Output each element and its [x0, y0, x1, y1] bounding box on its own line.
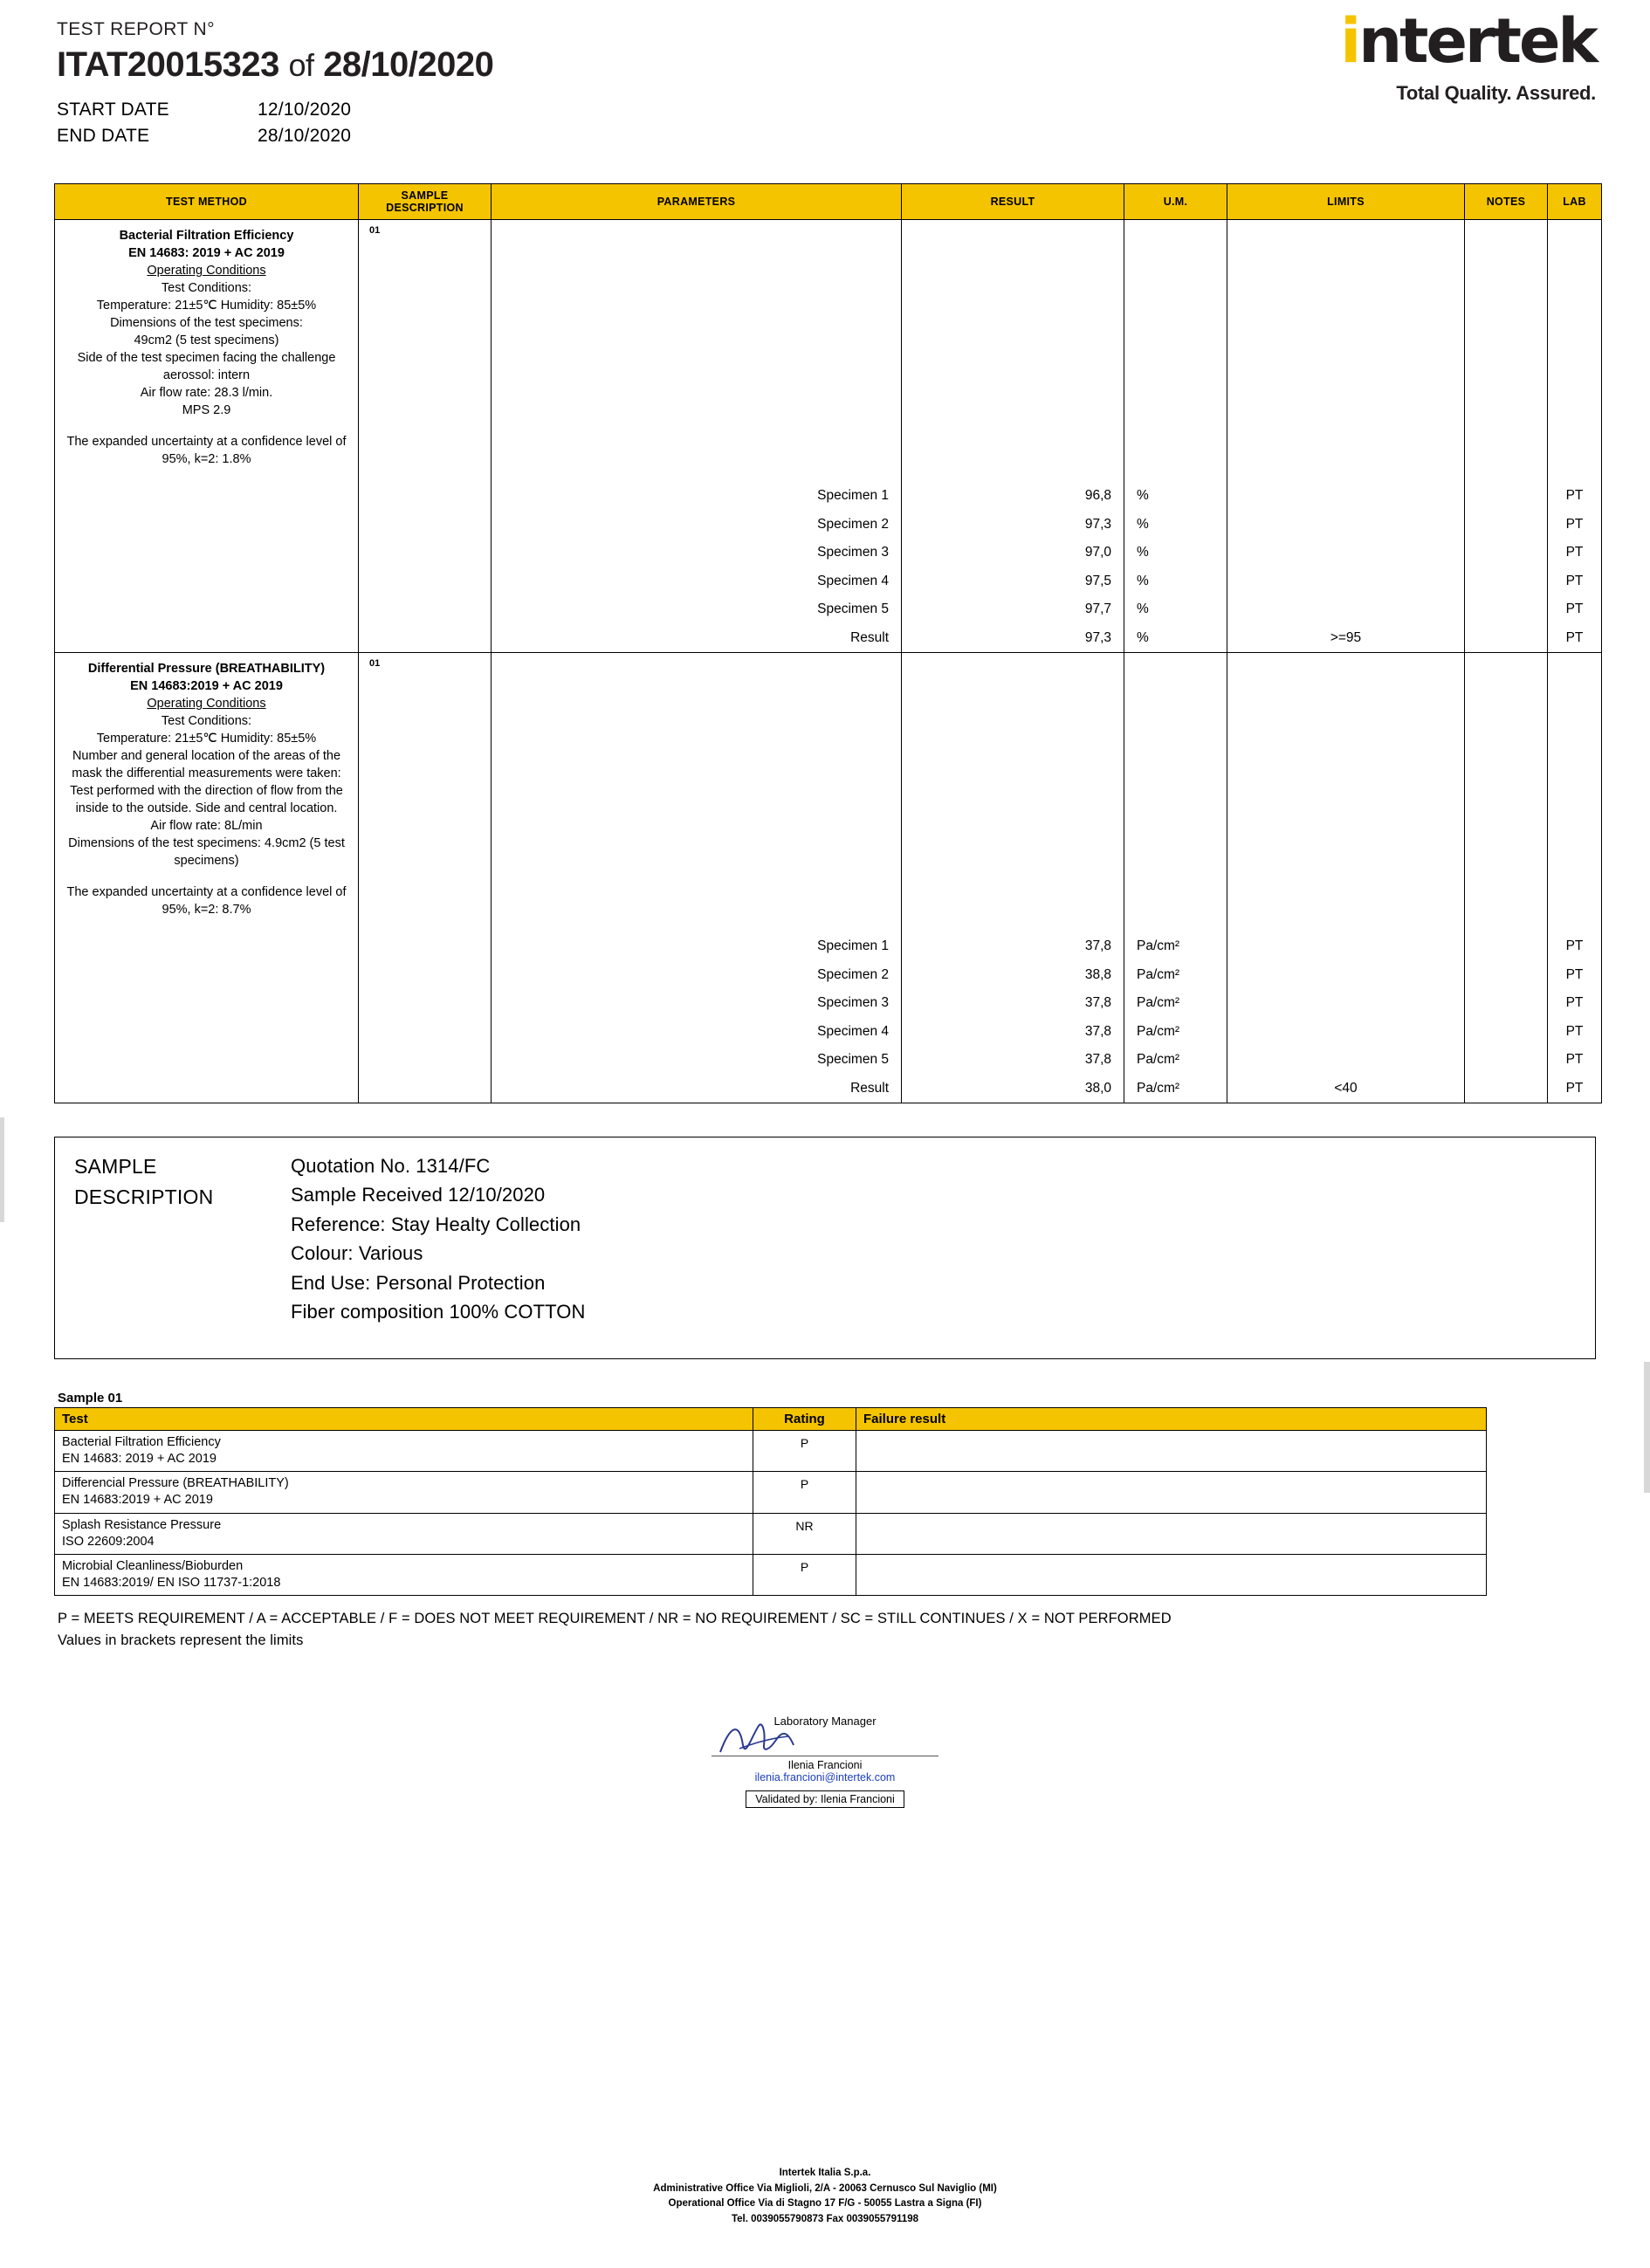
- limits-spacer: [1227, 653, 1464, 932]
- notes-cell-bfe: [1465, 220, 1548, 653]
- method-temp-humidity: Temperature: 21±5℃ Humidity: 85±5%: [96, 299, 317, 313]
- list-item: <40: [1334, 1080, 1358, 1096]
- report-date: 28/10/2020: [323, 45, 494, 84]
- sample-reference: Reference: Stay Healty Collection: [291, 1213, 581, 1235]
- list-item: 97,5: [1084, 573, 1111, 588]
- scan-edge-artifact: [1644, 1362, 1650, 1493]
- list-item: [1227, 567, 1464, 596]
- lab-spacer: [1548, 653, 1601, 932]
- list-item: [1227, 989, 1464, 1018]
- list-item: PT: [1565, 966, 1584, 982]
- list-item: 37,8: [1084, 995, 1111, 1010]
- brand-name-text: intertek: [1340, 5, 1596, 77]
- sample-description-label: [55, 1151, 291, 1337]
- results-table: [54, 183, 1602, 1103]
- parameters-spacer: [492, 220, 901, 482]
- method-air-flow: Air flow rate: 8L/min: [150, 819, 263, 833]
- result-spacer: [902, 653, 1124, 932]
- sample-description-details: [291, 1151, 586, 1337]
- rating-section: [54, 1391, 1596, 1652]
- um-spacer: [1124, 220, 1227, 482]
- rating-sample-title: Sample 01: [58, 1391, 123, 1405]
- list-item: 38,0: [1084, 1080, 1111, 1096]
- th-notes: NOTES: [1465, 184, 1548, 220]
- list-item: 97,3: [1084, 629, 1111, 645]
- list-item: [1227, 595, 1464, 624]
- list-item: PT: [1565, 1080, 1584, 1096]
- signature-title: Laboratory Manager: [773, 1714, 877, 1728]
- sample-description-label-line2: DESCRIPTION: [74, 1185, 214, 1208]
- table-row: [55, 1554, 1487, 1595]
- table-row: [55, 1513, 1487, 1554]
- method-cell-bfe: [55, 220, 359, 653]
- sample-fiber-composition: Fiber composition 100% COTTON: [291, 1301, 586, 1323]
- sample-number: 01: [369, 658, 381, 669]
- rating-test-cell: [55, 1513, 753, 1554]
- report-header: [0, 0, 1650, 183]
- lab-list-bfe: [1548, 482, 1601, 652]
- list-item: [1227, 932, 1464, 961]
- limits-list-bfe: [1227, 482, 1464, 652]
- list-item: PT: [1565, 938, 1584, 953]
- list-item: %: [1137, 488, 1149, 503]
- parameters-cell-bfe: [492, 220, 902, 653]
- list-item: PT: [1565, 629, 1584, 645]
- parameter-list-dp: [492, 932, 901, 1103]
- signature-email[interactable]: ilenia.francioni@intertek.com: [754, 1770, 896, 1783]
- brand-tagline: Total Quality. Assured.: [1396, 82, 1596, 104]
- list-item: Specimen 3: [817, 995, 889, 1010]
- list-item: Pa/cm²: [1137, 1023, 1180, 1039]
- limits-cell-bfe: [1227, 220, 1465, 653]
- end-date-row: [57, 123, 1598, 149]
- th-lab: LAB: [1548, 184, 1602, 220]
- list-item: >=95: [1330, 629, 1362, 645]
- lab-cell-bfe: [1548, 220, 1602, 653]
- list-item: PT: [1565, 516, 1584, 532]
- report-label: TEST REPORT N°: [57, 19, 215, 39]
- um-cell-dp: [1124, 653, 1227, 1103]
- scan-edge-artifact-left: [0, 1117, 4, 1222]
- notes-cell-dp: [1465, 653, 1548, 1103]
- rating-test-cell: [55, 1472, 753, 1513]
- list-item: Result: [850, 629, 889, 645]
- list-item: PT: [1565, 488, 1584, 503]
- rating-failure: [856, 1472, 1487, 1513]
- rating-test-name: Splash Resistance Pressure: [62, 1517, 222, 1532]
- rating-test-name: Differencial Pressure (BREATHABILITY): [62, 1476, 289, 1491]
- signature-name: Ilenia Francioni: [787, 1758, 863, 1771]
- rating-value: NR: [753, 1513, 856, 1554]
- limits-list-dp: [1227, 932, 1464, 1103]
- rating-test-cell: [55, 1554, 753, 1595]
- rating-test-cell: [55, 1431, 753, 1472]
- table-row: [55, 653, 1602, 1103]
- list-item: [1227, 482, 1464, 511]
- list-item: PT: [1565, 545, 1584, 560]
- list-item: Specimen 3: [817, 545, 889, 560]
- list-item: PT: [1565, 573, 1584, 588]
- lab-list-dp: [1548, 932, 1601, 1103]
- rating-header-row: [55, 1408, 1487, 1431]
- legend-line-1: P = MEETS REQUIREMENT / A = ACCEPTABLE / F = DOES NOT MEET REQUIREMENT / NR = NO REQUIREMENT / SC = STILL CONTINUES / X = NOT PERFORMED: [58, 1611, 1172, 1626]
- th-limits: LIMITS: [1227, 184, 1465, 220]
- list-item: 97,3: [1084, 516, 1111, 532]
- signature-scribble: [677, 1726, 973, 1756]
- method-uncertainty: The expanded uncertainty at a confidence level of 95%, k=2: 8.7%: [66, 885, 347, 917]
- lab-spacer: [1548, 220, 1601, 482]
- results-table-wrapper: [0, 183, 1650, 1103]
- um-list-bfe: [1124, 482, 1227, 652]
- table-row: [55, 1431, 1487, 1472]
- list-item: Specimen 4: [817, 573, 889, 588]
- parameters-spacer: [492, 653, 901, 932]
- rating-test-name: Microbial Cleanliness/Bioburden: [62, 1558, 244, 1573]
- method-test-conditions: Test Conditions:: [161, 281, 252, 295]
- list-item: 37,8: [1084, 938, 1111, 953]
- list-item: [1227, 511, 1464, 540]
- list-item: [1227, 539, 1464, 567]
- lab-cell-dp: [1548, 653, 1602, 1103]
- um-spacer: [1124, 653, 1227, 932]
- um-cell-bfe: [1124, 220, 1227, 653]
- signature-block: [677, 1715, 973, 1808]
- list-item: %: [1137, 629, 1149, 645]
- start-date-label: START DATE: [57, 100, 169, 120]
- method-gap: [60, 419, 353, 433]
- list-item: Pa/cm²: [1137, 1080, 1180, 1096]
- rating-test-standard: EN 14683:2019/ EN ISO 11737-1:2018: [62, 1575, 281, 1590]
- handwritten-signature-icon: [713, 1719, 835, 1757]
- th-sample-description: SAMPLE DESCRIPTION: [359, 184, 492, 220]
- sample-end-use: End Use: Personal Protection: [291, 1271, 546, 1294]
- list-item: %: [1137, 545, 1149, 560]
- list-item: 97,0: [1084, 545, 1111, 560]
- end-date-label: END DATE: [57, 125, 150, 146]
- list-item: [1227, 1018, 1464, 1047]
- report-number-value: ITAT20015323: [57, 45, 279, 84]
- method-standard: EN 14683:2019 + AC 2019: [130, 679, 283, 693]
- footer-company: Intertek Italia S.p.a.: [779, 2167, 871, 2178]
- list-item: [1227, 961, 1464, 990]
- rating-value: P: [753, 1431, 856, 1472]
- method-dimensions: Dimensions of the test specimens: 4.9cm2 (5 test specimens): [68, 836, 345, 868]
- th-test-method: TEST METHOD: [55, 184, 359, 220]
- rating-legend: [58, 1608, 1596, 1652]
- method-title: Differential Pressure (BREATHABILITY): [87, 662, 326, 676]
- list-item: Specimen 2: [817, 966, 889, 982]
- rating-value: P: [753, 1554, 856, 1595]
- sample-number-cell-bfe: [359, 220, 492, 653]
- list-item: 37,8: [1084, 1052, 1111, 1067]
- start-date-value: 12/10/2020: [258, 100, 352, 120]
- method-operating-conditions: Operating Conditions: [147, 697, 266, 711]
- list-item: Pa/cm²: [1137, 966, 1180, 982]
- validated-by-badge: Validated by: Ilenia Francioni: [746, 1790, 904, 1808]
- list-item: Pa/cm²: [1137, 938, 1180, 953]
- th-um: U.M.: [1124, 184, 1227, 220]
- list-item: Specimen 2: [817, 516, 889, 532]
- list-item: %: [1137, 601, 1149, 616]
- list-item: [1227, 1046, 1464, 1075]
- list-item: PT: [1565, 1023, 1584, 1039]
- list-item: Result: [850, 1080, 889, 1096]
- list-item: Pa/cm²: [1137, 995, 1180, 1010]
- end-date-value: 28/10/2020: [258, 125, 352, 146]
- method-air-flow: Air flow rate: 28.3 l/min.: [140, 386, 273, 400]
- sample-number: 01: [369, 225, 381, 236]
- table-row: [55, 220, 1602, 653]
- sample-colour: Colour: Various: [291, 1242, 423, 1265]
- th-rating-failure: Failure result: [856, 1408, 1487, 1431]
- sample-description-label-line1: SAMPLE: [74, 1155, 157, 1178]
- result-list-dp: [902, 932, 1124, 1103]
- footer-admin-office: Administrative Office Via Miglioli, 2/A - 20063 Cernusco Sul Naviglio (MI): [653, 2182, 997, 2194]
- results-table-header-row: [55, 184, 1602, 220]
- list-item: Pa/cm²: [1137, 1052, 1180, 1067]
- rating-test-standard: EN 14683:2019 + AC 2019: [62, 1493, 213, 1508]
- method-standard: EN 14683: 2019 + AC 2019: [128, 246, 285, 260]
- list-item: 37,8: [1084, 1023, 1111, 1039]
- method-mps: MPS 2.9: [182, 403, 231, 417]
- limits-cell-dp: [1227, 653, 1465, 1103]
- method-text-bfe: [55, 220, 358, 473]
- list-item: Specimen 1: [817, 488, 889, 503]
- method-temp-humidity: Temperature: 21±5℃ Humidity: 85±5%: [96, 732, 317, 746]
- page-footer: [0, 2166, 1650, 2228]
- method-aerosol-side: Side of the test specimen facing the challenge aerossol: intern: [77, 351, 336, 382]
- list-item: Specimen 4: [817, 1023, 889, 1039]
- table-row: [55, 1472, 1487, 1513]
- th-rating-rating: Rating: [753, 1408, 856, 1431]
- list-item: Specimen 5: [817, 1052, 889, 1067]
- rating-failure: [856, 1554, 1487, 1595]
- rating-value: P: [753, 1472, 856, 1513]
- method-dimensions-value: 49cm2 (5 test specimens): [134, 333, 279, 347]
- parameters-cell-dp: [492, 653, 902, 1103]
- list-item: PT: [1565, 995, 1584, 1010]
- list-item: PT: [1565, 1052, 1584, 1067]
- sample-number-cell-dp: [359, 653, 492, 1103]
- method-operating-conditions: Operating Conditions: [147, 264, 266, 278]
- method-text-dp: [55, 653, 358, 924]
- rating-failure: [856, 1431, 1487, 1472]
- rating-failure: [856, 1513, 1487, 1554]
- legend-line-2: Values in brackets represent the limits: [58, 1632, 304, 1648]
- rating-test-standard: ISO 22609:2004: [62, 1534, 155, 1549]
- list-item: 97,7: [1084, 601, 1111, 616]
- footer-operational-office: Operational Office Via di Stagno 17 F/G - 50055 Lastra a Signa (FI): [668, 2198, 982, 2210]
- method-dimensions-label: Dimensions of the test specimens:: [110, 316, 303, 330]
- sample-description-box: [54, 1137, 1596, 1359]
- result-list-bfe: [902, 482, 1124, 652]
- result-spacer: [902, 220, 1124, 482]
- list-item: Specimen 1: [817, 938, 889, 953]
- footer-contact: Tel. 0039055790873 Fax 0039055791198: [731, 2214, 918, 2225]
- um-list-dp: [1124, 932, 1227, 1103]
- method-cell-dp: [55, 653, 359, 1103]
- report-of-word: of: [288, 47, 314, 83]
- sample-quotation: Quotation No. 1314/FC: [291, 1155, 491, 1177]
- list-item: Specimen 5: [817, 601, 889, 616]
- rating-test-name: Bacterial Filtration Efficiency: [62, 1435, 221, 1449]
- method-location-note: Number and general location of the areas of the mask the differential measurements were taken: Test performed with the direction of flow from the inside to the outside. Side and central location.: [70, 749, 343, 815]
- list-item: %: [1137, 573, 1149, 588]
- list-item: 38,8: [1084, 966, 1111, 982]
- list-item: 96,8: [1084, 488, 1111, 503]
- th-result: RESULT: [902, 184, 1124, 220]
- method-test-conditions: Test Conditions:: [161, 714, 252, 728]
- limits-spacer: [1227, 220, 1464, 482]
- sample-received: Sample Received 12/10/2020: [291, 1184, 546, 1206]
- th-parameters: PARAMETERS: [492, 184, 902, 220]
- list-item: PT: [1565, 601, 1584, 616]
- rating-table: [54, 1407, 1487, 1596]
- intertek-logo: [1340, 5, 1596, 105]
- parameter-list-bfe: [492, 482, 901, 652]
- method-title: Bacterial Filtration Efficiency: [119, 229, 294, 243]
- method-uncertainty: The expanded uncertainty at a confidence level of 95%, k=2: 1.8%: [66, 435, 347, 466]
- method-gap: [60, 869, 353, 883]
- result-cell-dp: [902, 653, 1124, 1103]
- rating-test-standard: EN 14683: 2019 + AC 2019: [62, 1452, 217, 1467]
- list-item: %: [1137, 516, 1149, 532]
- brand-wordmark: [1340, 5, 1596, 77]
- result-cell-bfe: [902, 220, 1124, 653]
- th-rating-test: Test: [55, 1408, 753, 1431]
